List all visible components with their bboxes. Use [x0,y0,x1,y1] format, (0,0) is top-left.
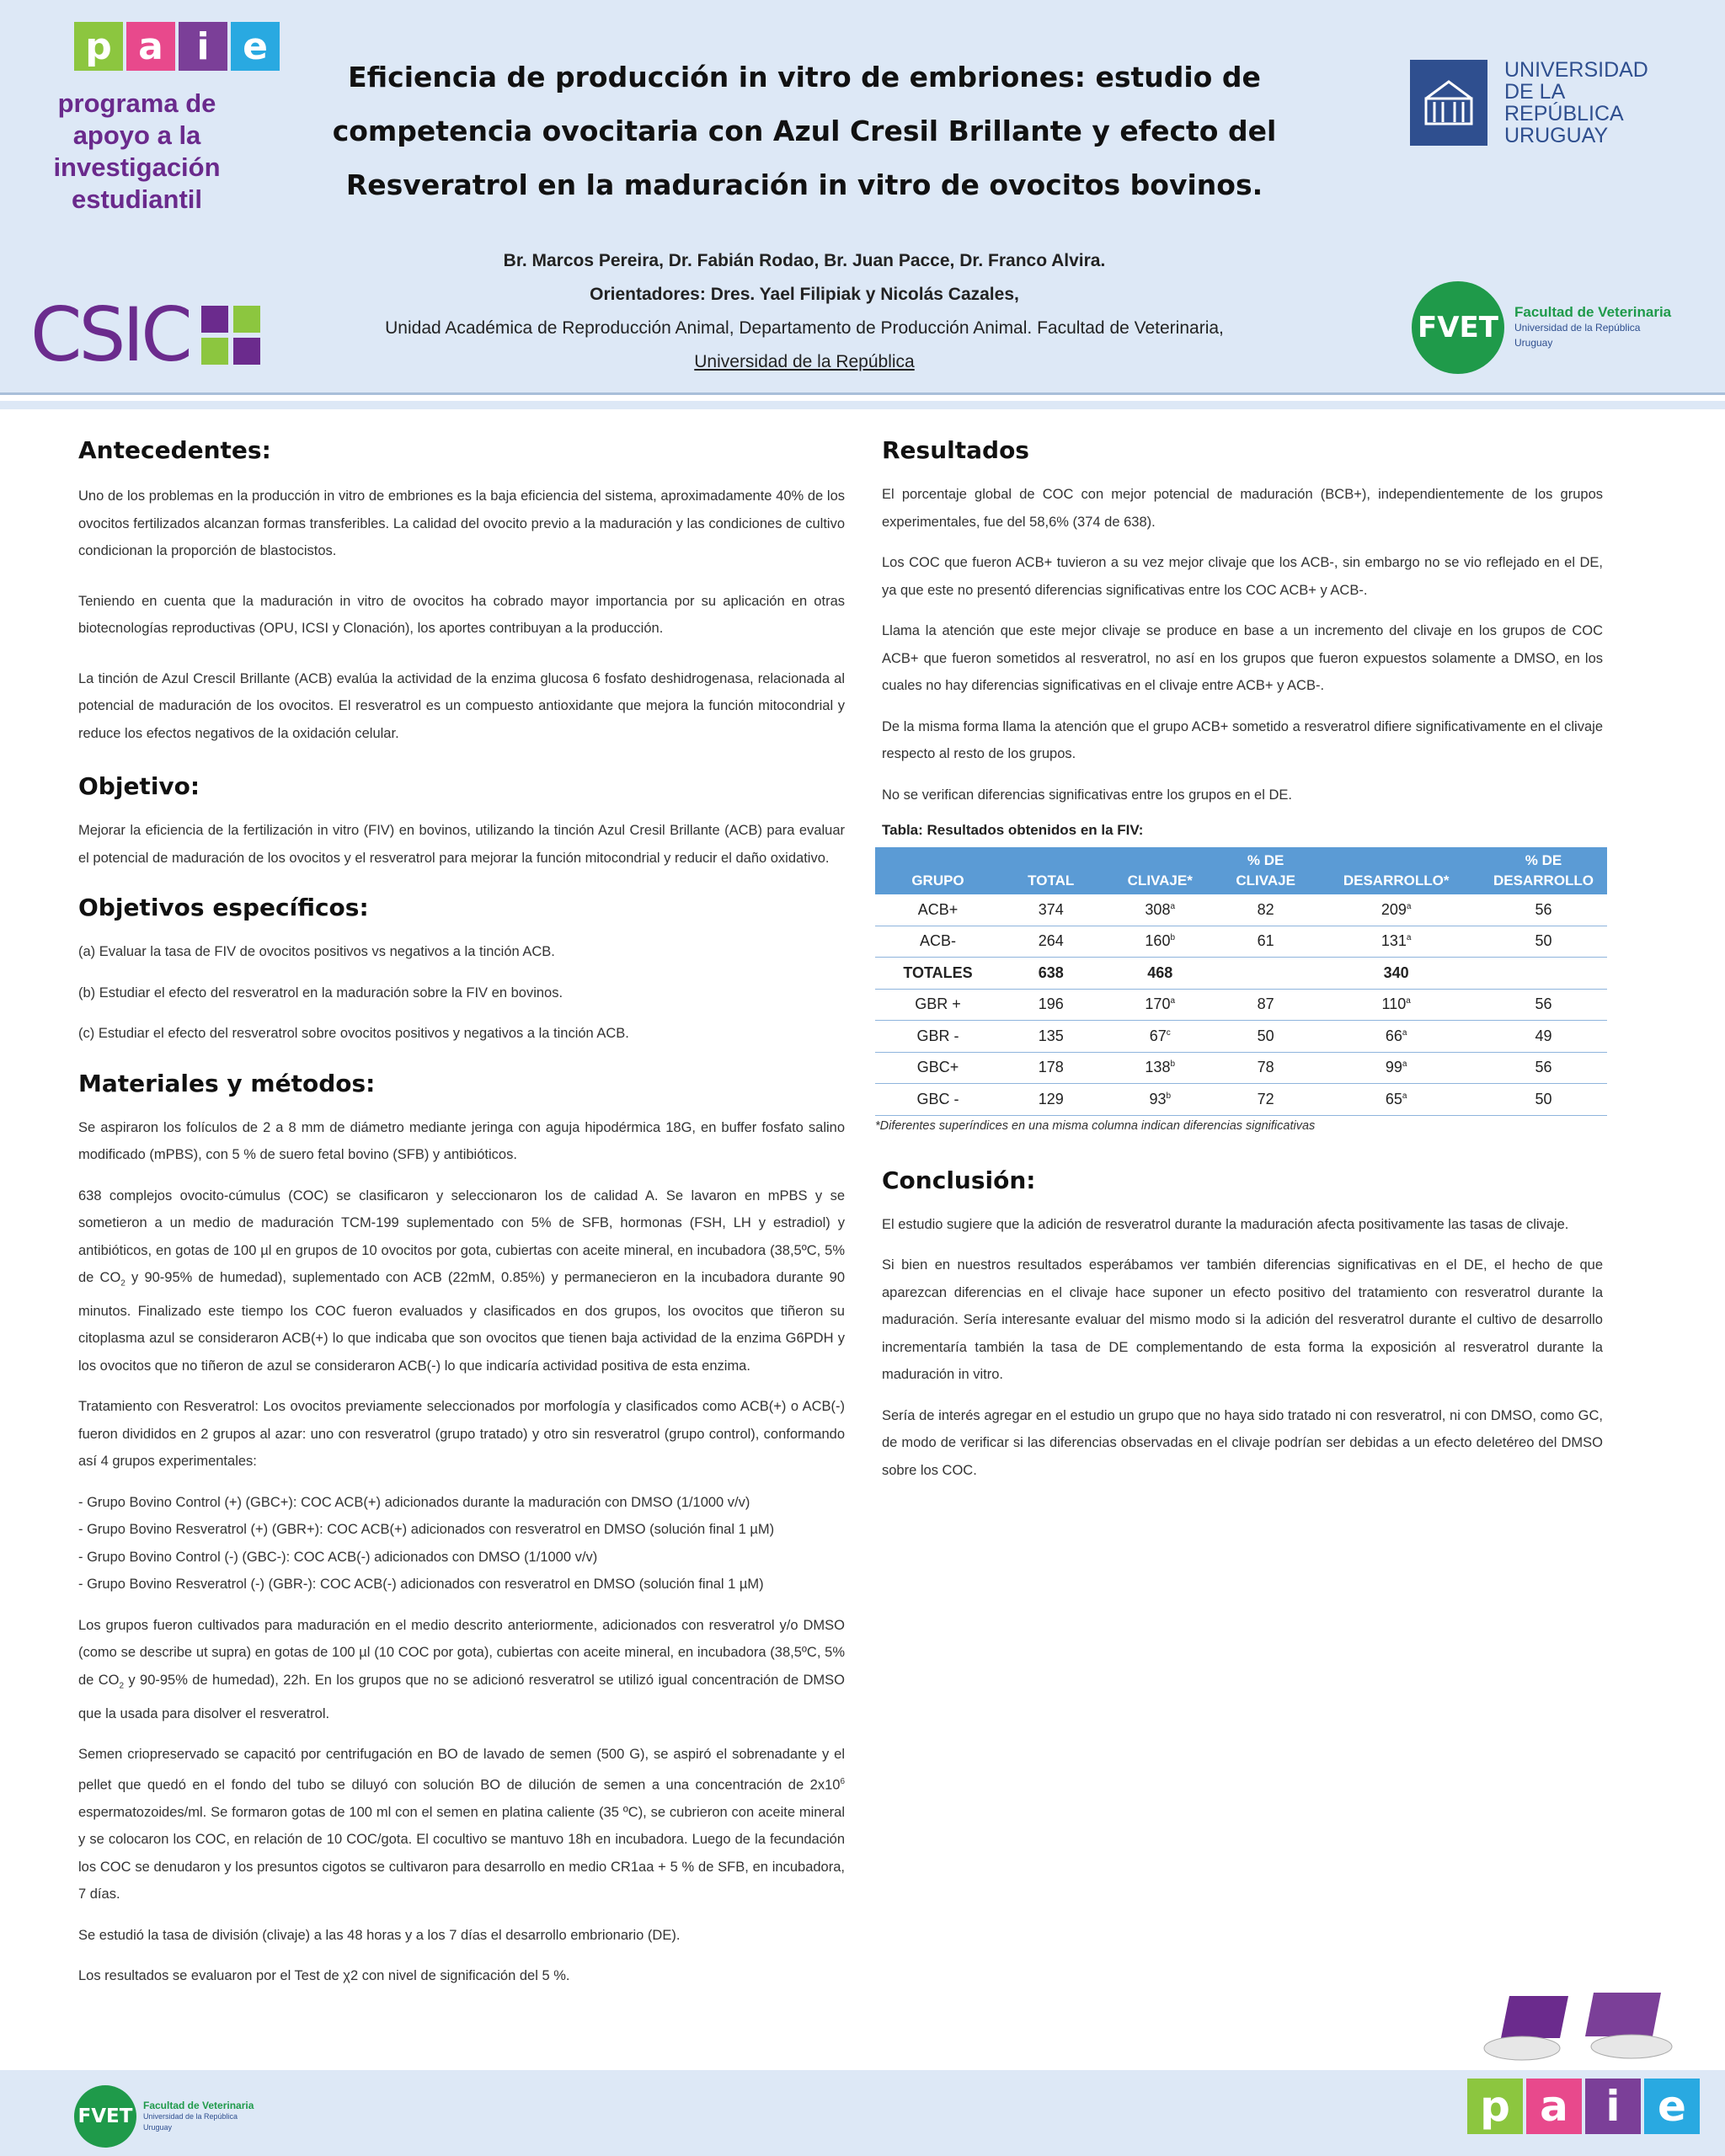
paie-letter-a: a [126,22,175,71]
paie-letter-e: e [1644,2079,1700,2134]
right-column [875,421,1603,1484]
materiales-p5-a: Semen criopreservado se capacitó por centrifugación en BO de lavado de semen (500 G), se aspiró el sobrenadante y el pellet que quedó en el fondo del tubo se diluyó con solución BO de dilución de semen a una concentración de 2x10 [78,1747,845,1793]
cell-value: 87 [1257,995,1274,1013]
udelar-seal-icon [1410,60,1487,146]
cell-value: 50 [1535,932,1552,950]
cell-value: 78 [1257,1059,1274,1076]
cell-value: 340 [1383,963,1409,981]
affiliation: Unidad Académica de Reproducción Animal, Departamento de Producción Animal. Facultad de Veterinaria, [385,318,1224,338]
table-cell [875,926,1001,958]
table-header-row [875,847,1607,894]
fvet-mark-icon: FVET [74,2085,136,2148]
header-band [0,401,1725,409]
table-cell [1101,1084,1219,1116]
cell-value: 178 [1038,1059,1064,1076]
cell-value: 170 [1145,995,1171,1013]
group-item: - Grupo Bovino Resveratrol (+) (GBR+): COC ACB(+) adicionados con resveratrol en DMSO (solución final 1 µM) [78,1522,775,1538]
table-cell [875,894,1001,926]
subscript: 2 [120,1278,126,1289]
table-cell [1480,1052,1607,1084]
cell-value: 110 [1381,995,1407,1013]
cell-value: GBC+ [916,1059,959,1076]
materiales-p5-b: espermatozoides/ml. Se formaron gotas de 100 ml con el semen en platina caliente (35 ºC), se cubrieron con aceite mineral y se colocaron los COC, en relación de 10 COC/gota. El cocultivo se mantuvo 18h en incubadora. Luego de la fecundación los COC se denudaron y los presuntos cigotos se cultivaron para desarrollo en medio CR1aa + 5 % de SFB, en incubadora, 7 días. [78,1804,845,1903]
table-row [875,1021,1607,1053]
table-cell [1219,894,1312,926]
fvet-text [143,2100,254,2133]
resultados-p3: Llama la atención que este mejor clivaje se produce en base a un incremento del clivaje en los grupos de COC ACB+ que fueron sometidos al resveratrol, no así en los grupos que fueron expuestos solamente a DMSO, en los cuales no hay diferencias significativas en el clivaje entre ACB+ y ACB-. [882,623,1603,693]
authors-block [320,244,1289,379]
conclusion-p3: Sería de interés agregar en el estudio un grupo que no haya sido tratado ni con resveratrol, ni con DMSO, como GC, de modo de verificar si las diferencias observadas en el clivaje podrían ser debidas a un efecto deletéreo del DMSO sobre los COC. [882,1407,1603,1478]
table-cell [1219,1084,1312,1116]
significance-superscript: a [1402,1091,1407,1101]
section-heading-objetivos-especificos: Objetivos específicos: [78,894,369,921]
cell-value: GBR - [916,1027,959,1044]
paie-letter-a: a [1526,2079,1582,2134]
materiales-p2 [78,1182,845,1380]
significance-superscript: b [1170,933,1176,943]
cell-value: 61 [1257,932,1274,950]
table-body [875,894,1607,1115]
walking-feet-icon [1476,1988,1686,2067]
table-cell [1219,926,1312,958]
cell-value: 160 [1145,932,1171,950]
table-cell [875,1084,1001,1116]
cell-value: TOTALES [903,963,973,981]
cell-value: 50 [1257,1027,1274,1044]
results-table [875,847,1607,1116]
fvet-mark-icon: FVET [1412,281,1504,374]
university-link[interactable]: Universidad de la República [694,352,915,371]
cell-value: 56 [1535,995,1552,1013]
table-cell [1001,989,1101,1021]
fvet-name: Facultad de Veterinaria [143,2099,254,2111]
table-cell [1101,894,1219,926]
objetivo-especifico-a: (a) Evaluar la tasa de FIV de ovocitos positivos vs negativos a la tinción ACB. [78,944,555,959]
significance-superscript: a [1170,996,1176,1006]
cell-value: GBR + [915,995,961,1013]
cell-value: 99 [1385,1059,1402,1076]
significance-superscript: a [1406,933,1412,943]
table-cell [1219,989,1312,1021]
cell-value: 65 [1385,1090,1402,1107]
table-cell [1480,1084,1607,1116]
cell-value: 67 [1149,1027,1167,1044]
cell-value: 56 [1535,900,1552,918]
significance-superscript: a [1402,1027,1407,1038]
table-cell [1312,894,1480,926]
significance-superscript: b [1166,1091,1172,1101]
objetivo-especifico-c: (c) Estudiar el efecto del resveratrol sobre ovocitos positivos y negativos a la tinción ACB. [78,1026,629,1041]
csic-wordmark: CSIC [30,291,190,378]
table-cell [1101,926,1219,958]
table-cell [875,1021,1001,1053]
group-list [78,1489,845,1598]
section-heading-resultados: Resultados [882,436,1029,464]
paie-logo-footer [1467,2079,1700,2134]
header-divider [0,392,1725,395]
group-item: - Grupo Bovino Control (-) (GBC-): COC ACB(-) adicionados con DMSO (1/1000 v/v) [78,1549,598,1565]
csic-mark-icon [201,306,260,365]
column-header: DESARROLLO* [1312,847,1480,894]
fvet-sub2: Uruguay [1514,337,1553,349]
cell-value: 374 [1038,900,1064,918]
materiales-p1: Se aspiraron los folículos de 2 a 8 mm de diámetro mediante jeringa con aguja hipodérmica 18G, en buffer fosfato salino modificado (mPBS), con 5 % de suero fetal bovino (SFB) y antibióticos. [78,1119,845,1162]
paie-letter-i: i [179,22,227,71]
paie-letter-i: i [1585,2079,1641,2134]
poster-footer [0,2070,1725,2156]
left-column [78,421,845,1990]
materiales-p3: Tratamiento con Resveratrol: Los ovocitos previamente seleccionados por morfología y clasificados como ACB(+) o ACB(-) fueron divididos en 2 grupos al azar: uno con resveratrol (grupo tratado) y otro sin resveratrol (grupo control), conformando así 4 grupos experimentales: [78,1399,845,1470]
table-row [875,1084,1607,1116]
table-cell [1001,958,1101,990]
paie-tagline: programa de apoyo a la investigación estudiantil [53,88,221,214]
column-header: % DE CLIVAJE [1219,847,1312,894]
cell-value: ACB- [919,932,956,950]
udelar-name: UNIVERSIDAD DE LA REPÚBLICA URUGUAY [1504,58,1648,147]
significance-superscript: c [1166,1027,1171,1038]
antecedentes-p1: Uno de los problemas en la producción in vitro de embriones es la baja eficiencia del sistema, aproximadamente 40% de los ovocitos fertilizados alcanzan formas transferibles. La calidad del ovocito previo a la maduración y las condiciones de cultivo condicionan la proporción de blastocistos. [78,488,845,558]
table-cell [1101,958,1219,990]
table-caption: Tabla: Resultados obtenidos en la FIV: [882,822,1144,838]
cell-value: 138 [1145,1059,1171,1076]
table-cell [875,989,1001,1021]
fvet-sub1: Universidad de la República [143,2111,238,2121]
cell-value: 135 [1038,1027,1064,1044]
column-header: GRUPO [875,847,1001,894]
table-cell [1480,894,1607,926]
table-cell [1101,1021,1219,1053]
cell-value: 72 [1257,1090,1274,1107]
table-row [875,1052,1607,1084]
section-heading-antecedentes: Antecedentes: [78,436,271,464]
cell-value: 56 [1535,1059,1552,1076]
objetivo-especifico-b: (b) Estudiar el efecto del resveratrol en la maduración sobre la FIV en bovinos. [78,985,563,1001]
fvet-logo-footer [74,2085,254,2148]
paie-letter-p: p [1467,2079,1523,2134]
cell-value: 82 [1257,900,1274,918]
significance-superscript: b [1170,1059,1176,1070]
table-cell [1219,1052,1312,1084]
paie-logo [74,22,280,71]
table-note: *Diferentes superíndices en una misma columna indican diferencias significativas [875,1118,1316,1133]
materiales-p4-a: Los grupos fueron cultivados para maduración en el medio descrito anteriormente, adicionados con resveratrol y/o DMSO (como se describe ut supra) en gotas de 100 µl (10 COC por gota), cubiertas con aceite mineral, en incubadora (38,5ºC, 5% de CO [78,1617,845,1688]
objetivo-p1: Mejorar la eficiencia de la fertilización in vitro (FIV) en bovinos, utilizando la tinción Azul Cresil Brillante (ACB) para evaluar el potencial de maduración de los ovocitos y el resveratrol para mejorar la función mitocondrial y reducir el daño oxidativo. [78,823,845,866]
table-cell [1219,1021,1312,1053]
table-cell [1312,926,1480,958]
materiales-p5 [78,1741,845,1908]
table-row [875,989,1607,1021]
section-heading-objetivo: Objetivo: [78,772,200,800]
significance-superscript: a [1406,901,1412,911]
table-cell [1101,989,1219,1021]
materiales-p4 [78,1612,845,1727]
table-row [875,958,1607,990]
section-heading-materiales: Materiales y métodos: [78,1069,376,1097]
fvet-sub2: Uruguay [143,2122,173,2132]
subscript: 2 [119,1681,125,1691]
table-cell [1001,926,1101,958]
materiales-p2-a: 638 complejos ovocito-cúmulus (COC) se clasificaron y seleccionaron los de calidad A. Se lavaron en mPBS y se sometieron a un medio de maduración TCM-199 suplementado con 5% de SFB, hormonas (FSH, LH y estradiol) y antibióticos, en gotas de 100 µl en grupos de 10 ovocitos por gota, cubiertas con aceite mineral, en incubadora (38,5ºC, 5% de CO [78,1187,845,1285]
cell-value: GBC - [916,1090,959,1107]
table-cell [1480,926,1607,958]
column-header: TOTAL [1001,847,1101,894]
column-header: % DE DESARROLLO [1480,847,1607,894]
table-cell [875,1052,1001,1084]
cell-value: ACB+ [917,900,959,918]
antecedentes-p2: Teniendo en cuenta que la maduración in vitro de ovocitos ha cobrado mayor importancia por su aplicación en otras biotecnologías reproductivas (OPU, ICSI y Clonación), los aportes contribuyan a la producción. [78,593,845,636]
significance-superscript: a [1406,996,1411,1006]
antecedentes-p3: La tinción de Azul Crescil Brillante (ACB) evalúa la actividad de la enzima glucosa 6 fosfato deshidrogenasa, relacionada al potencial de maduración de los ovocitos. El resveratrol es un compuesto antioxidante que mejora la función mitocondrial y reduce los efectos negativos de la oxidación celular. [78,670,845,741]
advisors: Orientadores: Dres. Yael Filipiak y Nicolás Cazales, [590,285,1019,304]
column-header: CLIVAJE* [1101,847,1219,894]
table-cell [1001,1021,1101,1053]
fvet-name: Facultad de Veterinaria [1514,304,1672,320]
table-cell [1219,958,1312,990]
conclusion-p2: Si bien en nuestros resultados esperábamos ver también diferencias significativas en el DE, el hecho de que aparezcan diferencias en el clivaje hace suponer un efecto positivo del tratamiento con resveratrol durante la maduración. Sería interesante evaluar del mismo modo si la adición del resveratrol durante el cultivo de desarrollo incrementaría también la tasa de DE complementando de esta forma la exposición al resveratrol durante la maduración in vitro. [882,1257,1603,1382]
poster-title: Eficiencia de producción in vitro de embriones: estudio de competencia ovocitaria con Azul Cresil Brillante y efecto del Resveratrol en la maduración in vitro de ovocitos bovinos. [332,61,1277,201]
paie-letter-e: e [231,22,280,71]
cell-value: 196 [1038,995,1064,1013]
table-cell [1001,1084,1101,1116]
table-cell [1480,1021,1607,1053]
materiales-p7: Los resultados se evaluaron por el Test de χ2 con nivel de significación del 5 %. [78,1968,570,1984]
fvet-logo-header [1412,281,1671,374]
conclusion-p1: El estudio sugiere que la adición de resveratrol durante la maduración afecta positivamente las tasas de clivaje. [882,1216,1569,1232]
table-cell [1312,1021,1480,1053]
table-cell [1480,958,1607,990]
cell-value: 131 [1381,932,1407,950]
fvet-sub1: Universidad de la República [1514,322,1641,334]
table-cell [1001,1052,1101,1084]
table-cell [1312,1052,1480,1084]
cell-value: 264 [1038,932,1064,950]
significance-superscript: a [1402,1059,1407,1070]
cell-value: 638 [1038,963,1064,981]
superscript: 6 [840,1776,845,1786]
table-cell [1480,989,1607,1021]
table-cell [1312,989,1480,1021]
cell-value: 468 [1147,963,1173,981]
cell-value: 49 [1535,1027,1552,1044]
resultados-p4: De la misma forma llama la atención que el grupo ACB+ sometido a resveratrol difiere significativamente en el clivaje respecto al resto de los grupos. [882,718,1603,761]
cell-value: 209 [1381,900,1407,918]
resultados-p2: Los COC que fueron ACB+ tuvieron a su vez mejor clivaje que los ACB-, sin embargo no se vio reflejado en el DE, ya que este no presentó diferencias significativas entre los COC ACB+ y ACB-. [882,555,1603,598]
cell-value: 129 [1038,1090,1064,1107]
significance-superscript: a [1170,901,1176,911]
resultados-p1: El porcentaje global de COC con mejor potencial de maduración (BCB+), independientemente de los grupos experimentales, fue del 58,6% (374 de 638). [882,487,1603,530]
cell-value: 50 [1535,1090,1552,1107]
fvet-text [1514,305,1671,350]
authors: Br. Marcos Pereira, Dr. Fabián Rodao, Br. Juan Pacce, Dr. Franco Alvira. [503,251,1106,270]
materiales-p4-b: y 90-95% de humedad), 22h. En los grupos que no se adicionó resveratrol se utilizó igual concentración de DMSO que la usada para disolver el resveratrol. [78,1672,846,1721]
paie-letter-p: p [74,22,123,71]
table-cell [1312,958,1480,990]
table-cell [1001,894,1101,926]
table-row [875,926,1607,958]
cell-value: 66 [1385,1027,1402,1044]
table-cell [1101,1052,1219,1084]
csic-logo [30,291,260,378]
materiales-p2-b: y 90-95% de humedad), suplementado con ACB (22mM, 0.85%) y permanecieron en la incubadora durante 90 minutos. Finalizado este tiempo los COC fueron evaluados y clasificados en dos grupos, los ovocitos que tiñeron su citoplasma azul se consideraron ACB(+) lo que indicaba que son ovocitos que tienen baja actividad de la enzima G6PDH y los ovocitos que no tiñeron de azul se consideraron ACB(-) lo que indicaría actividad positiva de esta enzima. [78,1270,845,1374]
section-heading-conclusion: Conclusión: [882,1166,1036,1194]
table-row [875,894,1607,926]
resultados-p5: No se verifican diferencias significativas entre los grupos en el DE. [882,787,1292,803]
table-cell [875,958,1001,990]
group-item: - Grupo Bovino Resveratrol (-) (GBR-): COC ACB(-) adicionados con resveratrol en DMSO (solución final 1 µM) [78,1577,764,1593]
udelar-logo [1410,59,1673,147]
materiales-p6: Se estudió la tasa de división (clivaje) a las 48 horas y a los 7 días el desarrollo embrionario (DE). [78,1927,681,1943]
cell-value: 93 [1149,1090,1167,1107]
cell-value: 308 [1145,900,1171,918]
group-item: - Grupo Bovino Control (+) (GBC+): COC ACB(+) adicionados durante la maduración con DMSO (1/1000 v/v) [78,1494,750,1510]
table-cell [1312,1084,1480,1116]
